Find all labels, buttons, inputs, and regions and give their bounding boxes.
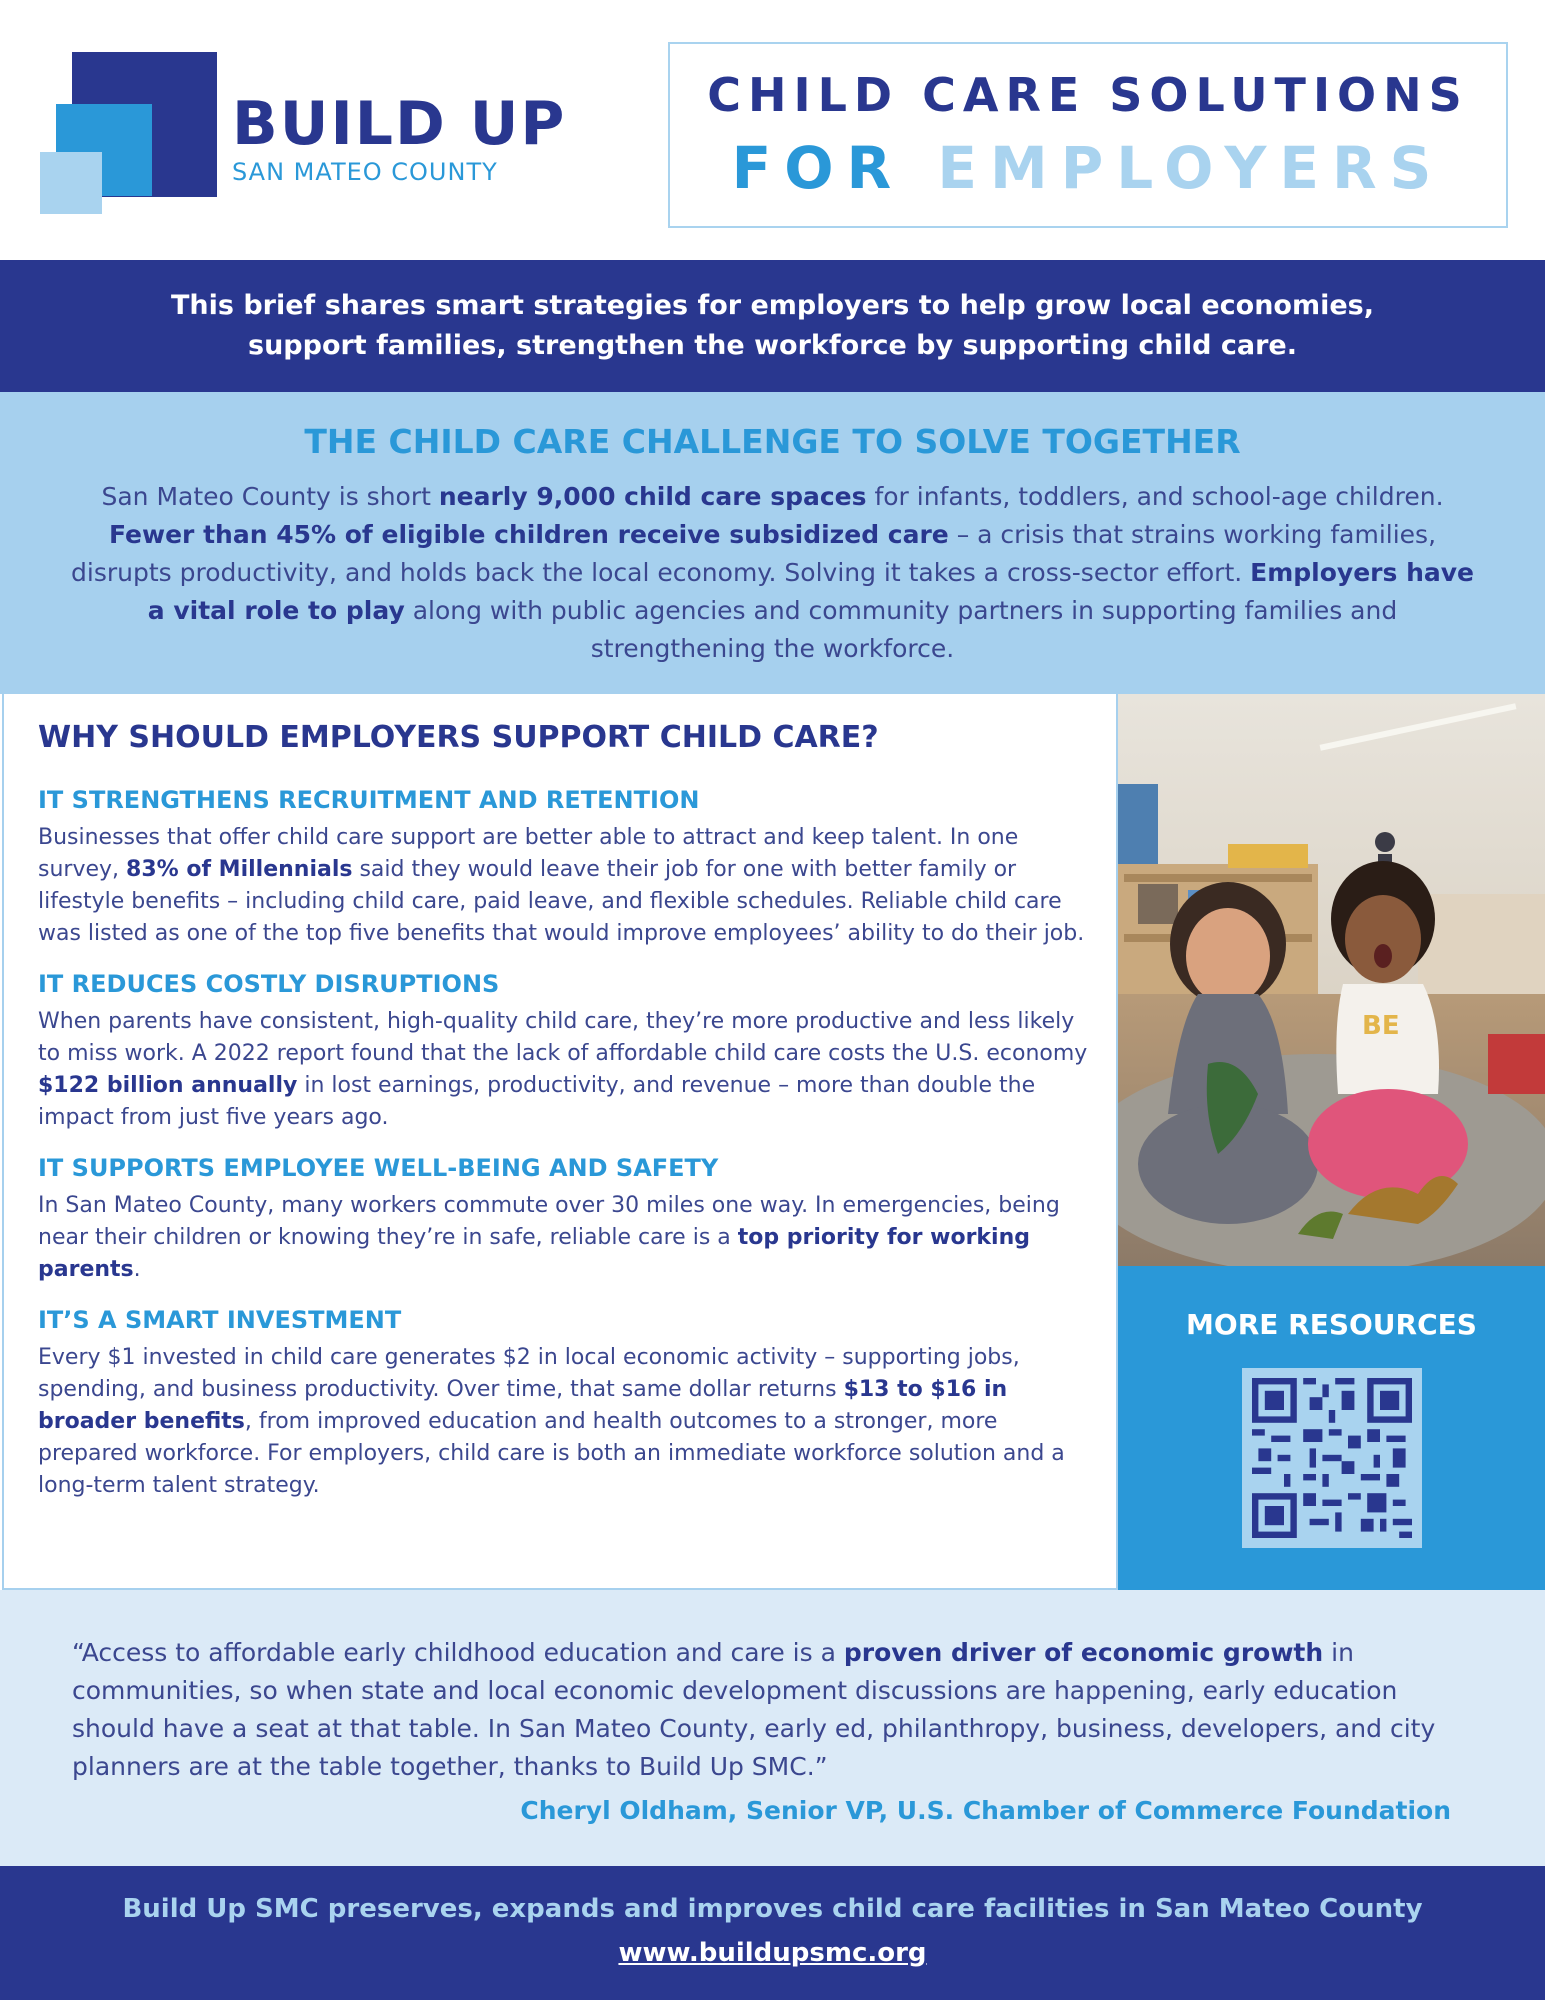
- children-photo: [1118, 694, 1545, 1266]
- why-heading: WHY SHOULD EMPLOYERS SUPPORT CHILD CARE?: [38, 720, 879, 755]
- footer-url-link[interactable]: www.buildupsmc.org: [618, 1938, 927, 1968]
- page-title-line1: CHILD CARE SOLUTIONS: [707, 68, 1469, 122]
- quote-text: [72, 1634, 1472, 1786]
- quote-bold: proven driver of economic growth: [843, 1638, 1324, 1667]
- why-s3-bold: top priority for working parents: [38, 1225, 1031, 1282]
- qr-code-graphic: [1252, 1378, 1412, 1538]
- build-up-logo-icon: [40, 52, 230, 217]
- why-s3-text-2: .: [133, 1257, 141, 1282]
- challenge-bold-2: Fewer than 45% of eligible children receive subsidized care: [108, 520, 949, 549]
- page-title-line2: [670, 134, 1506, 202]
- why-s2-bold: $122 billion annually: [38, 1073, 298, 1098]
- qr-code-icon[interactable]: [1242, 1368, 1422, 1548]
- logo-subtitle: SAN MATEO COUNTY: [232, 158, 498, 186]
- intro-text: This brief shares smart strategies for employers to help grow local economies, support families, strengthen the workforce by supporting child care.: [170, 290, 1375, 361]
- why-s3-text-1: In San Mateo County, many workers commute over 30 miles one way. In emergencies, being near their children or knowing they’re in safe, reliable care is a: [38, 1193, 1060, 1250]
- header: [0, 0, 1545, 260]
- why-s1-body: [38, 822, 1098, 950]
- why-s4-title: IT’S A SMART INVESTMENT: [38, 1306, 402, 1334]
- why-blocks: [38, 786, 1098, 1522]
- intro-band: [0, 260, 1545, 392]
- resources-heading: MORE RESOURCES: [1186, 1308, 1477, 1341]
- children-photo-illustration: [1118, 694, 1545, 1266]
- why-s2-body: [38, 1006, 1098, 1134]
- challenge-bold-3: Employers have a vital role to play: [147, 558, 1474, 625]
- why-s4-text-2: , from improved education and health outcomes to a stronger, more prepared workforce. For employers, child care is both an immediate workforce solution and a long-term talent strategy.: [38, 1409, 1065, 1498]
- why-s1-title: IT STRENGTHENS RECRUITMENT AND RETENTION: [38, 786, 700, 814]
- why-s1-text-2: said they would leave their job for one with better family or lifestyle benefits – including child care, paid leave, and flexible schedules. Reliable child care was listed as one of the top five benefits that would improve employees’ ability to do their job.: [38, 857, 1085, 946]
- challenge-text-1: San Mateo County is short: [101, 482, 439, 511]
- why-s3-body: [38, 1190, 1098, 1286]
- logo-title: BUILD UP: [232, 89, 567, 159]
- title-for: FOR: [731, 134, 905, 202]
- why-s2-text-1: When parents have consistent, high-quality child care, they’re more productive and less likely to miss work. A 2022 report found that the lack of affordable child care costs the U.S. economy: [38, 1009, 1088, 1066]
- resources-panel: [1118, 1266, 1545, 1590]
- challenge-heading: THE CHILD CARE CHALLENGE TO SOLVE TOGETHER: [304, 422, 1241, 461]
- challenge-text-2: for infants, toddlers, and school-age children.: [866, 482, 1444, 511]
- why-s1-text-1: Businesses that offer child care support are better able to attract and keep talent. In one survey,: [38, 825, 1019, 882]
- shirt-text: BE: [1362, 1011, 1400, 1041]
- challenge-body: [60, 478, 1485, 668]
- why-s1-bold: 83% of Millennials: [126, 857, 353, 882]
- why-s2-title: IT REDUCES COSTLY DISRUPTIONS: [38, 970, 500, 998]
- logo-text: [232, 89, 567, 186]
- quote-text-1: “Access to affordable early childhood education and care is a: [72, 1638, 844, 1667]
- why-s4-bold: $13 to $16 in broader benefits: [38, 1377, 1008, 1434]
- quote-attribution: Cheryl Oldham, Senior VP, U.S. Chamber of Commerce Foundation: [520, 1796, 1451, 1825]
- challenge-bold-1: nearly 9,000 child care spaces: [438, 482, 867, 511]
- why-s4-body: [38, 1342, 1098, 1502]
- quote-section: [0, 1590, 1545, 1866]
- why-s4-text-1: Every $1 invested in child care generates $2 in local economic activity – supporting jobs, spending, and business productivity. Over time, that same dollar returns: [38, 1345, 1020, 1402]
- quote-text-2: in communities, so when state and local economic development discussions are happening, early education should have a seat at that table. In San Mateo County, early ed, philanthropy, business, developers, and city planners are at the table together, thanks to Build Up SMC.”: [72, 1638, 1436, 1781]
- title-employers: EMPLOYERS: [937, 134, 1445, 202]
- footer: [0, 1866, 1545, 2000]
- why-s2-text-2: in lost earnings, productivity, and revenue – more than double the impact from just five years ago.: [38, 1073, 1036, 1130]
- why-section: [2, 694, 1118, 1590]
- footer-tagline: Build Up SMC preserves, expands and improves child care facilities in San Mateo County: [122, 1894, 1423, 1924]
- challenge-text-4: along with public agencies and community partners in supporting families and strengthening the workforce.: [404, 596, 1398, 663]
- challenge-text-3: – a crisis that strains working families, disrupts productivity, and holds back the local economy. Solving it takes a cross-sector effort.: [71, 520, 1437, 587]
- title-box: [668, 42, 1508, 228]
- why-s3-title: IT SUPPORTS EMPLOYEE WELL-BEING AND SAFETY: [38, 1154, 719, 1182]
- challenge-section: [0, 392, 1545, 694]
